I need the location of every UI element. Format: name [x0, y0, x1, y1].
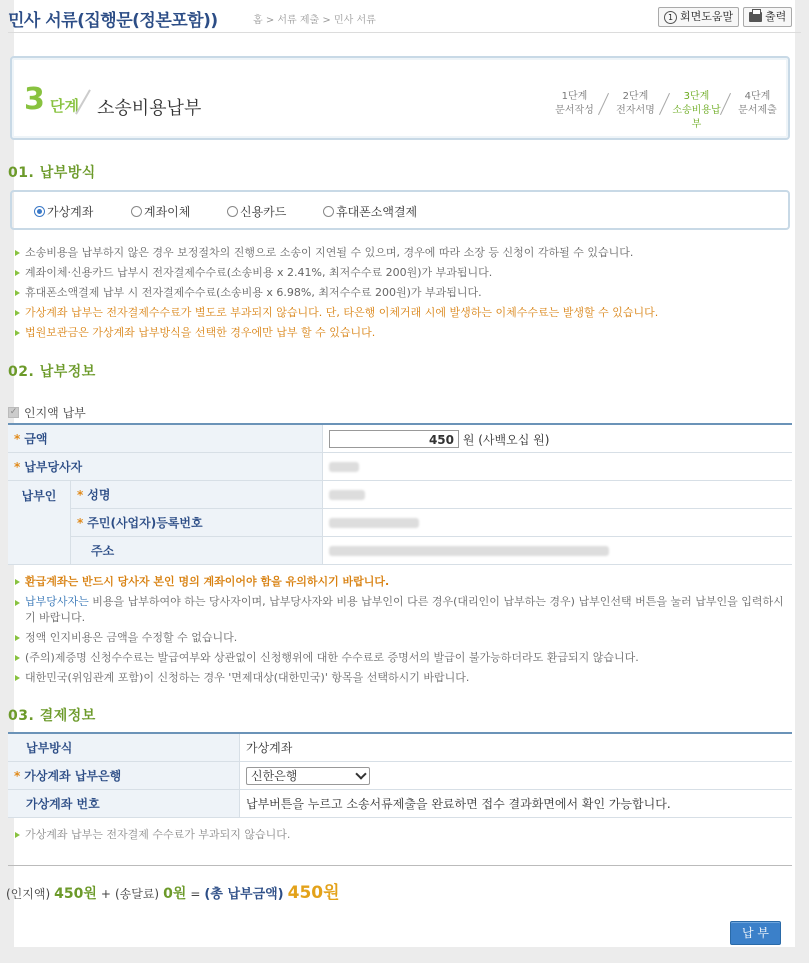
- address-label: 주소: [71, 537, 323, 565]
- bottom-margin: [0, 947, 809, 963]
- payment-info-table: [8, 423, 792, 565]
- page-title: 민사 서류(집행문(정본포함)): [8, 11, 218, 31]
- step-3-current: 3단계 소송비용납부: [664, 90, 725, 132]
- stamp-fee-value: 450원: [54, 886, 97, 902]
- list-item: 소송비용을 납부하지 않은 경우 보정절차의 진행으로 소송이 지연될 수 있으며, 경우에 따라 소장 등 신청이 각하될 수 있습니다.: [14, 243, 658, 263]
- pay-button[interactable]: 납 부: [730, 921, 781, 945]
- settlement-info-table: [8, 732, 792, 818]
- stamp-fee-checkbox[interactable]: ✓ 인지액 납부: [9, 406, 86, 420]
- section-payment-method-heading: 01. 납부방식: [8, 165, 96, 181]
- list-item: (주의)제증명 신청수수료는 발급여부와 상관없이 신청행위에 대한 수수료로 증명서의 발급이 불가능하더라도 환급되지 않습니다.: [14, 648, 784, 668]
- step-2: 2단계 전자서명: [603, 90, 664, 132]
- right-margin: [795, 0, 809, 963]
- radio-selected-icon: [34, 206, 45, 217]
- breadcrumb: 홈 > 서류 제출 > 민사 서류: [253, 15, 376, 26]
- radio-mobile-payment[interactable]: 휴대폰소액결제: [323, 203, 417, 220]
- step-dan-label: 단계: [50, 97, 79, 115]
- payer-label: 납부인: [8, 481, 71, 565]
- chevron-down-icon: [355, 768, 366, 779]
- list-item: 가상계좌 납부는 전자결제수수료가 별도로 부과되지 않습니다. 단, 타은행 이체거래 시에 발생하는 이체수수료는 발생할 수 있습니다.: [14, 303, 658, 323]
- screen-help-button[interactable]: 1 회면도움말: [658, 7, 739, 27]
- payment-info-notes: [14, 572, 784, 688]
- list-item: 가상계좌 납부는 전자결제 수수료가 부과되지 않습니다.: [14, 825, 290, 845]
- amount-field: 450: [329, 430, 459, 448]
- section-payment-info-heading: 02. 납부정보: [8, 364, 96, 380]
- table-row: [8, 537, 792, 565]
- total-summary: (인지액) 450원 + (송달료) 0원 = (총 납부금액) 450원: [6, 878, 340, 903]
- step-list: [542, 90, 786, 132]
- step-number: 3: [24, 82, 45, 117]
- table-row: 납부방식 가상계좌: [8, 733, 792, 762]
- list-item: 환급계좌는 반드시 당사자 본인 명의 계좌이어야 함을 유의하시기 바랍니다.: [14, 572, 784, 592]
- redacted-value: [329, 490, 365, 500]
- table-row: * 금액 450 원 (사백오십 원): [8, 424, 792, 453]
- radio-icon: [227, 206, 238, 217]
- section-settlement-info-heading: 03. 결제정보: [8, 708, 96, 724]
- divider: [8, 865, 792, 866]
- redacted-value: [329, 462, 359, 472]
- payment-method-value: 가상계좌: [240, 733, 793, 762]
- redacted-value: [329, 546, 609, 556]
- total-amount-value: 450원: [287, 883, 340, 903]
- table-row: * 가상계좌 납부은행 신한은행: [8, 762, 792, 790]
- list-item: 대한민국(위임관계 포함)이 신청하는 경우 '면제대상(대한민국)' 항목을 선택하시기 바랍니다.: [14, 668, 784, 688]
- list-item: 계좌이체·신용카드 납부시 전자결제수수료(소송비용 x 2.41%, 최저수수료 200원)가 부과됩니다.: [14, 263, 658, 283]
- delivery-fee-value: 0원: [163, 886, 187, 902]
- table-row: * 주민(사업자)등록번호: [8, 509, 792, 537]
- step-4: 4단계 문서제출: [725, 90, 786, 132]
- settlement-notes: [14, 825, 290, 845]
- redacted-value: [329, 518, 419, 528]
- table-row: 납부인 * 성명: [8, 481, 792, 509]
- payment-method-radio-group: [10, 190, 790, 230]
- list-item: 법원보관금은 가상계좌 납부방식을 선택한 경우에만 납부 할 수 있습니다.: [14, 323, 658, 343]
- radio-credit-card[interactable]: 신용카드: [227, 203, 286, 220]
- printer-icon: [749, 12, 762, 22]
- print-button[interactable]: 출력: [743, 7, 792, 27]
- list-item: 납부당사자는 비용을 납부하여야 하는 당사자이며, 납부당사자와 비용 납부인이 다른 경우(대리인이 납부하는 경우) 납부인선택 버튼을 눌러 납부인을 입력하시기 바랍니다.: [14, 592, 784, 628]
- table-row: 가상계좌 번호 납부버튼을 누르고 소송서류제출을 완료하면 접수 결과화면에서 확인 가능합니다.: [8, 790, 792, 818]
- amount-suffix: 원 (사백오십 원): [462, 432, 550, 447]
- table-row: * 납부당사자: [8, 453, 792, 481]
- radio-icon: [131, 206, 142, 217]
- step-1: 1단계 문서작성: [555, 91, 594, 116]
- checkbox-icon: ✓: [9, 407, 18, 417]
- payment-method-notes: [14, 243, 658, 343]
- step-name: 소송비용납부: [97, 98, 202, 119]
- info-icon: 1: [664, 11, 677, 24]
- page-header: [8, 6, 801, 33]
- bank-select[interactable]: 신한은행: [246, 767, 370, 785]
- radio-virtual-account[interactable]: 가상계좌: [34, 203, 93, 220]
- list-item: 휴대폰소액결제 납부 시 전자결제수수료(소송비용 x 6.98%, 최저수수료 200원)가 부과됩니다.: [14, 283, 658, 303]
- radio-account-transfer[interactable]: 계좌이체: [131, 203, 190, 220]
- list-item: 정액 인지비용은 금액을 수정할 수 없습니다.: [14, 628, 784, 648]
- account-number-value: 납부버튼을 누르고 소송서류제출을 완료하면 접수 결과화면에서 확인 가능합니다.: [240, 790, 793, 818]
- radio-icon: [323, 206, 334, 217]
- step-indicator: [10, 56, 790, 140]
